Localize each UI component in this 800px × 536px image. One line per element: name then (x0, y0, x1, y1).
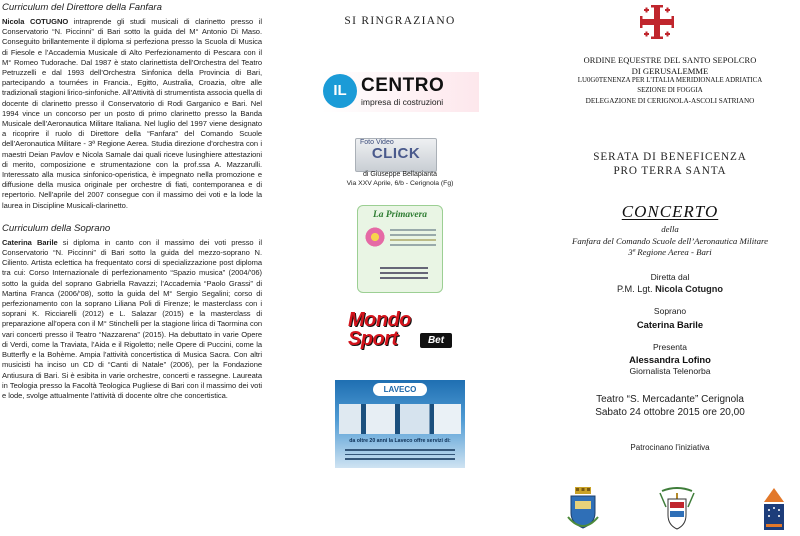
primavera-address-block (380, 264, 428, 282)
order-line2: DI GERUSALEMME (631, 66, 709, 76)
event-line1: SERATA DI BENEFICENZA (593, 151, 747, 163)
fanfara-line2: 3ª Regione Aerea - Bari (628, 247, 712, 258)
primavera-text-block (390, 226, 436, 249)
presenter-name: Alessandra Lofino (629, 353, 711, 365)
director-bio-text: intraprende gli studi musicali di clarinetto presso il Conservatorio “N. Piccinni” di Bari sotto la guida del M° Antonio Di Maso. Conseguito brillantemente il diploma si perfeziona presso la Scuola di Musica di Fiesole e l’Accademia Musicale di Alto Perfezionamento di Pescara con il M° Romeo Tudorache. Dal 1987 è stato clarinettista dell’Orchestra del Teatro Petruzzelli e dal 1993 dell’Orchestra Sinfonica della Provincia di Bari, partecipando a tournées in Francia., Egitto, Australia, Croazia, oltre alle tradizionali stagioni lirico-sinfoniche. All’Attività di strumentista associa quella di docente di clarinetto presso il Conservatorio di Rodi Garganico e Bari. Nel 1994 vince un concorso per un posto di primo clarinetto presso la Banda Musicale dell’Aeronautica Militare Italiana. Nel luglio del 1997 viene designato a ricoprire il ruolo di Direttore della “Fanfara” del Comando Scuole dell’Aeronautica Militare - 3ª Regione Aerea. Studia direzione d’orchestra con i maestri Deian Pavlov e Nicola Samale dai quali riceve lusinghiere attestazioni di merito, composizione e strumentazione con la prof.ssa A. Mazzarulli. Interessato alla musica sinfonico-operistica, è impegnato nella promozione e diffusione della musica originale per orchestre di fiati, contemporanea e di repertorio. Nell’aprile del 2007 consegue con il massimo dei voti e la lode la laurea in Discipline Musicali-clarinetto. (2, 17, 262, 210)
event-line2: PRO TERRA SANTA (613, 165, 727, 177)
sponsor-foto-click-logo (325, 138, 475, 188)
director-bio (2, 17, 262, 211)
presenter-role: Giornalista Telenorba (629, 365, 711, 376)
director-rank: P.M. Lgt. (616, 283, 656, 294)
order-line4: SEZIONE DI FOGGIA (637, 87, 703, 94)
jerusalem-cross-icon (637, 2, 677, 42)
patronage-text: Patrocinano l’iniziativa (630, 442, 710, 452)
venue: Teatro “S. Mercadante” Cerignola (596, 393, 744, 405)
click-name: CLICK (371, 145, 421, 162)
director-cv-title: Curriculum del Direttore della Fanfara (2, 2, 162, 13)
soprano-label: Soprano (653, 305, 687, 316)
laveco-services-list (345, 446, 455, 463)
primavera-flower-icon (364, 226, 386, 248)
laveco-logo-badge: LAVECO (373, 383, 427, 396)
centro-name: CENTRO (361, 75, 445, 96)
event-title (540, 150, 800, 178)
soprano-bio (2, 238, 262, 401)
order-line5: DELEGAZIONE DI CERIGNOLA-ASCOLI SATRIANO (585, 97, 755, 105)
sponsors-column (290, 0, 510, 536)
laveco-trucks-image (339, 404, 461, 434)
fanfara-line1: Fanfara del Comando Scuole dell’Aeronautica Militare (571, 235, 769, 246)
concert-title: CONCERTO (621, 202, 719, 221)
sponsor-la-primavera-card (357, 205, 443, 293)
title-column (540, 0, 800, 536)
sponsor-laveco-flyer (335, 380, 465, 468)
della-text: della (661, 224, 679, 234)
soprano-bio-name: Caterina Barile (2, 237, 58, 247)
bishop-coat-of-arms-icon (658, 487, 696, 533)
order-header (540, 56, 800, 106)
click-owner: di Giuseppe Bellapianta (363, 171, 437, 178)
bet-badge: Bet (420, 333, 452, 348)
click-banner (355, 138, 437, 172)
thanks-title: SI RINGRAZIANO (344, 15, 456, 27)
centro-tagline: impresa di costruzioni (361, 97, 444, 107)
mondo-text: Mondo (348, 309, 412, 331)
director-credit-name: Nicola Cotugno (655, 283, 724, 294)
region-logo-icon (762, 488, 786, 534)
event-date: Sabato 24 ottobre 2015 ore 20,00 (595, 406, 745, 418)
presenter-label: Presenta (652, 341, 688, 352)
order-line1: ORDINE EQUESTRE DEL SANTO SEPOLCRO (583, 56, 757, 65)
director-bio-name: Nicola COTUGNO (2, 17, 69, 26)
sponsor-mondo-sport-bet-logo (346, 309, 454, 352)
order-line3: LU0G0TENENZA PER L’ITALIA MERIDIONALE ADRIATICA (577, 77, 763, 84)
city-coat-of-arms-icon (566, 487, 600, 531)
click-top-text: Foto Video (360, 139, 394, 146)
left-column (0, 0, 262, 536)
laveco-caption: da oltre 20 anni la Laveco offre servizi di: (349, 438, 451, 444)
soprano-credit-name: Caterina Barile (636, 318, 704, 330)
centro-circle: IL (323, 74, 357, 108)
soprano-cv-title: Curriculum della Soprano (2, 222, 111, 234)
primavera-name: La Primavera (372, 210, 428, 220)
sport-text: Sport (348, 328, 398, 350)
soprano-bio-text: si diploma in canto con il massimo dei voti presso il Conservatorio “N. Piccinni” di Bari sotto la guida del mezzo-soprano N. Ciliento. Artista eclettica ha frequentato corsi di specializzazione post diploma tra cui: Corso Internazionale di perfezionamento “Spazio musica” (2004/’06) sotto la guida del soprano Gabriella Ravazzi; l’Accademia “Paolo Grassi” di Martina Franca (2006/’08), sotto la guida del M° Sergio Segalini; corso di perfezionamento con la soprano Liliana Poli di Firenze; le masterclass con i soprani K. Ricciarelli (2012) e L. Salazar (2015) e la masterclass di preparazione all’opera con il M° Stinchelli per la stagione lirica di Taormina con vari concerti presso il Teatro “Nazzarena” (2015). Ha debuttato in varie Opere di Verdi, come la Traviata, l’Aida e il Rigoletto; nelle Opere di Puccini, come la Butterfly e la Bohème. Ampia l’attività concertistica di Musica Sacra. Con altri musicisti ha inciso un CD di “Canti di Natale” (2006), per la Fondazione Antiusura di Bari. Si è esibita in varie orchestre, concerti e rassegne. Laureata in Teologia presso la Facoltà Teologica Pugliese di Bari con il massimo dei voti e lode, svolge attualmente l’attività di docente oltre che concertistica. (2, 237, 262, 400)
director-credit (540, 284, 800, 294)
directed-label: Diretta dal (650, 271, 690, 282)
sponsor-il-centro-logo (321, 72, 479, 112)
click-address: Via XXV Aprile, 6/b - Cerignola (Fg) (346, 180, 454, 187)
